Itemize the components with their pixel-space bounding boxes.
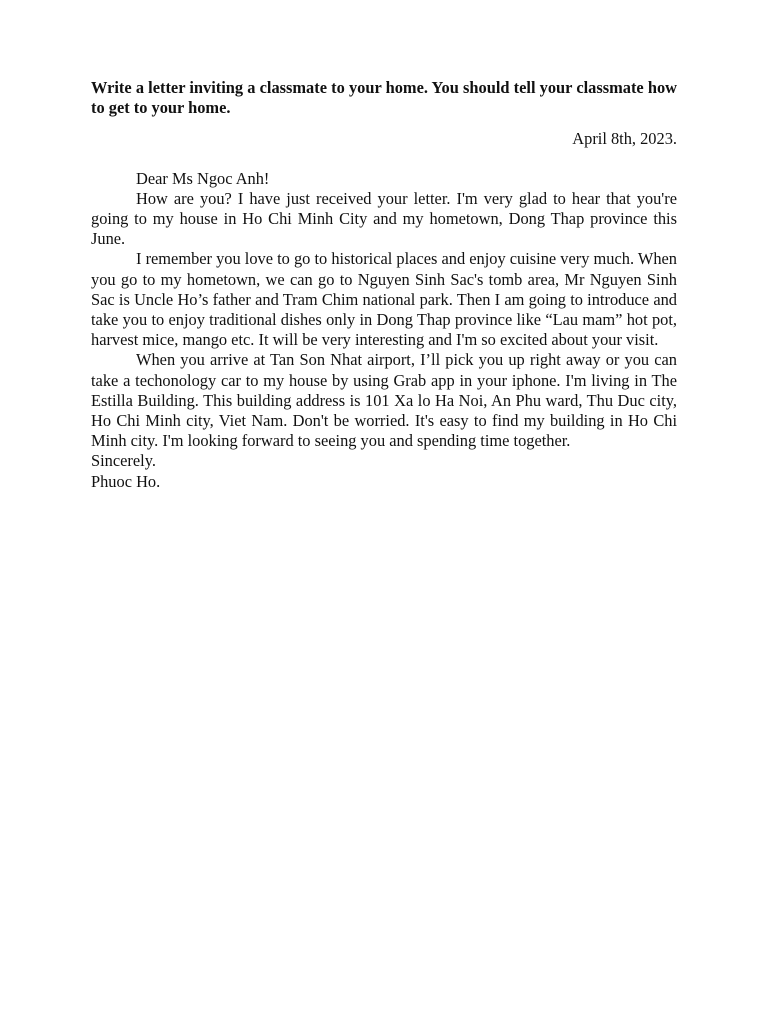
document-page [91,78,677,492]
letter-signature: Phuoc Ho. [91,471,161,491]
letter-paragraph: How are you? I have just received your letter. I'm very glad to hear that you're going to my house in Ho Chi Minh City and my hometown, Dong Thap province this June. [91,188,677,249]
letter-body [91,169,677,492]
letter-paragraph: When you arrive at Tan Son Nhat airport, I’ll pick you up right away or you can take a techonology car to my house by using Grab app in your iphone. I'm living in The Estilla Building. This building address is 101 Xa lo Ha Noi, An Phu ward, Thu Duc city, Ho Chi Minh city, Viet Nam. Don't be worried. It's easy to find my building in Ho Chi Minh city. I'm looking forward to seeing you and spending time together. [91,350,677,451]
letter-paragraph: I remember you love to go to historical places and enjoy cuisine very much. When you go to my hometown, we can go to Nguyen Sinh Sac's tomb area, Mr Nguyen Sinh Sac is Uncle Ho’s father and Tram Chim national park. Then I am going to introduce and take you to enjoy traditional dishes only in Dong Thap province like “Lau mam” hot pot, harvest mice, mango etc. It will be very interesting and I'm so excited about your visit. [91,249,677,350]
letter-closing: Sincerely. [91,451,156,471]
letter-greeting: Dear Ms Ngoc Anh! [136,168,270,188]
letter-date: April 8th, 2023. [572,129,677,149]
assignment-prompt: Write a letter inviting a classmate to your home. You should tell your classmate how to get to your home. [91,78,677,118]
